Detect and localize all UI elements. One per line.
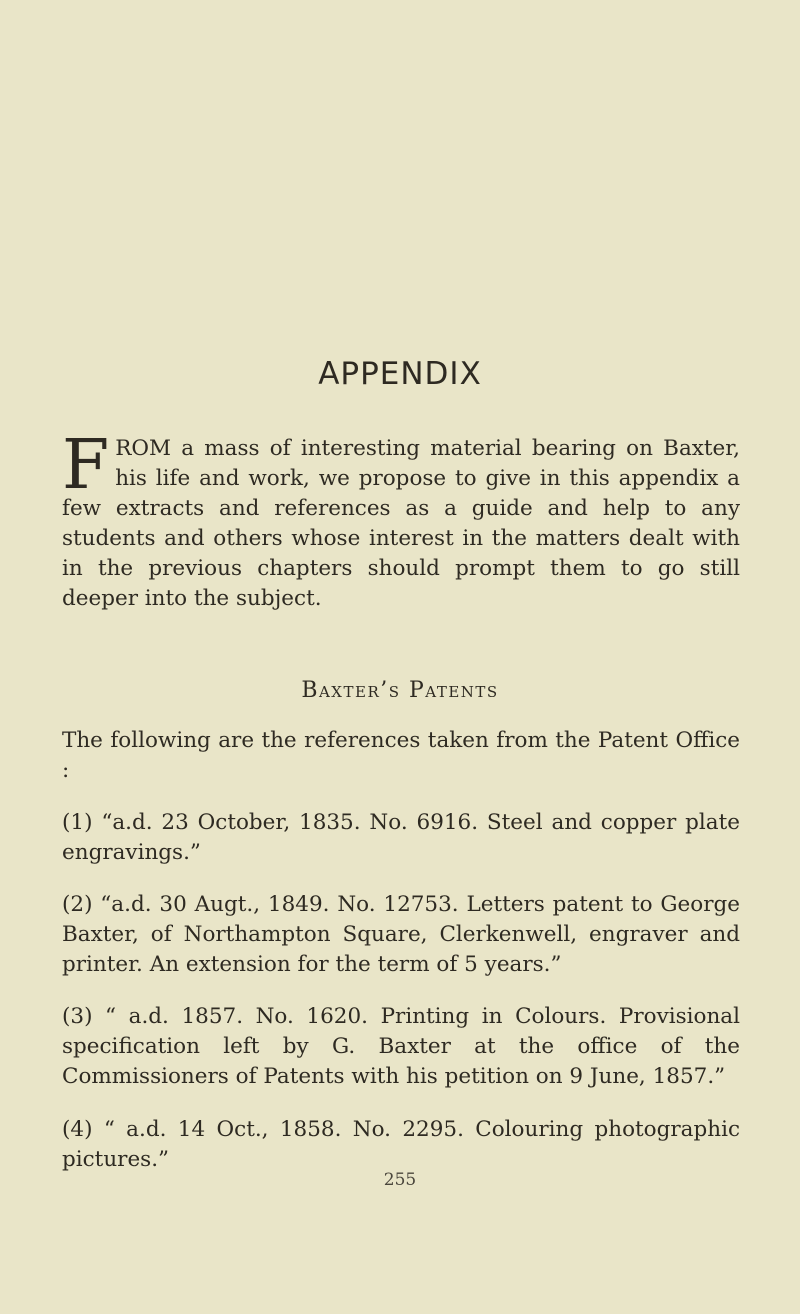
following-paragraph: The following are the references taken from the Patent Office : [62,728,740,783]
page-title: APPENDIX [318,356,482,392]
drop-cap: F [62,426,110,505]
patent-item-4: (4) “ a.d. 14 Oct., 1858. No. 2295. Colouring photographic pictures.” [62,1117,740,1172]
patent-item-2: (2) “a.d. 30 Augt., 1849. No. 12753. Letters patent to George Baxter, of Northampton Square, Clerkenwell, engraver and printer. An extension for the term of 5 years.” [62,892,740,977]
intro-paragraph [62,426,740,614]
section-heading: Baxter’s Patents [301,678,499,703]
intro-text: ROM a mass of interesting material bearing on Baxter, his life and work, we propose to give in this appendix a few extracts and references as a guide and help to any students and others whose interest in the matters dealt with in the previous chapters should prompt them to go still deeper into the subject. [62,436,740,611]
page-number: 255 [383,1170,417,1190]
patent-item-3: (3) “ a.d. 1857. No. 1620. Printing in Colours. Provisional specification left by G. Baxter at the office of the Commissioners of Patents with his petition on 9 June, 1857.” [62,1004,740,1089]
patent-item-1: (1) “a.d. 23 October, 1835. No. 6916. Steel and copper plate engravings.” [62,810,740,865]
